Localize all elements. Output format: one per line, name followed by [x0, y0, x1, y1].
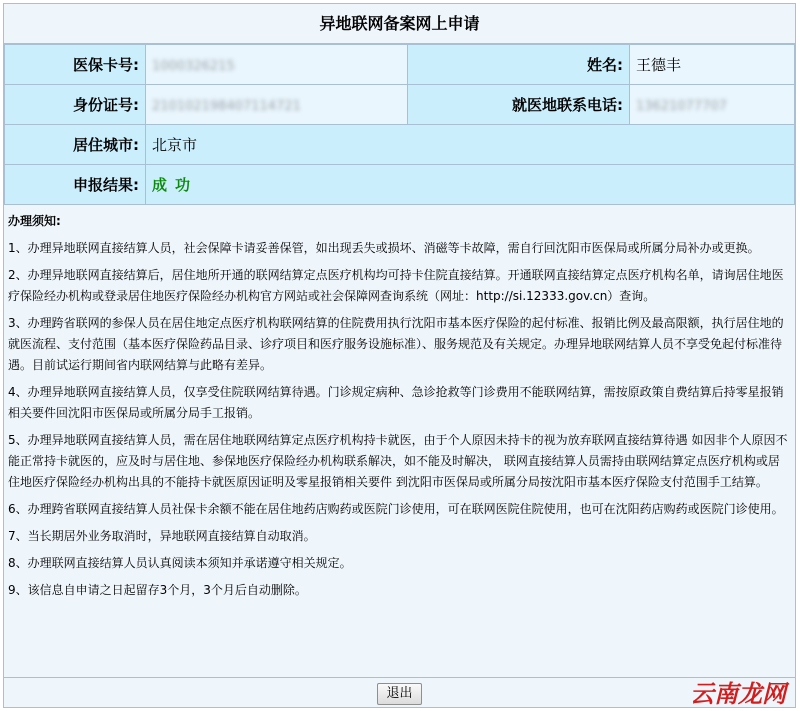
result-value — [146, 165, 795, 205]
instructions-section — [4, 205, 795, 601]
instruction-item: 8、办理联网直接结算人员认真阅读本须知并承诺遵守相关规定。 — [8, 556, 352, 570]
instruction-item: 2、办理异地联网直接结算后，居住地所开通的联网结算定点医疗机构均可持卡住院直接结算。开通联网直接结算定点医疗机构名单，请询居住地医疗保险经办机构或登录居住地医疗保险经办机构官方网站或社会保障网查询系统（网址：http://si.12333.gov.cn）查询。 — [8, 268, 784, 303]
instructions-heading: 办理须知: — [8, 214, 61, 228]
phone-label: 就医地联系电话: — [408, 85, 630, 125]
card-number-label: 医保卡号: — [5, 45, 146, 85]
city-value: 北京市 — [146, 125, 795, 165]
result-status-text: 成功 — [152, 176, 199, 194]
instruction-item: 4、办理异地联网直接结算人员，仅享受住院联网结算待遇。门诊规定病种、急诊抢救等门诊费用不能联网结算，需按原政策自费结算后持零星报销相关要件回沈阳市医保局或所属分局手工报销。 — [8, 385, 784, 420]
instruction-item: 3、办理跨省联网的参保人员在居住地定点医疗机构联网结算的住院费用执行沈阳市基本医疗保险的起付标准、报销比例及最高限额，执行居住地的就医流程、支付范围（基本医疗保险药品目录、诊疗项目和医疗服务设施标准）、服务规范及有关规定。办理异地联网结算人员不享受免起付标准待遇。目前试运行期间省内联网结算与此略有差异。 — [8, 316, 784, 372]
card-number-value: 1000326215 — [146, 45, 408, 85]
instruction-item: 7、当长期居外业务取消时，异地联网直接结算自动取消。 — [8, 529, 316, 543]
applicant-info-table — [4, 44, 795, 205]
city-label: 居住城市: — [5, 125, 146, 165]
id-number-value: 210102198407114721 — [146, 85, 408, 125]
page-title: 异地联网备案网上申请 — [4, 4, 795, 44]
footer-bar — [4, 677, 795, 707]
exit-button[interactable]: 退出 — [377, 683, 421, 705]
instruction-item: 5、办理异地联网直接结算人员，需在居住地联网结算定点医疗机构持卡就医，由于个人原因未持卡的视为放弃联网直接结算待遇 如因非个人原因不能正常持卡就医的，应及时与居住地、参保地医疗保险经办机构联系解决，如不能及时解决， 联网直接结算人员需持由联网结算定点医疗机构或居住地医疗保险经办机构出具的不能持卡就医原因证明及零星报销相关要件 到沈阳市医保局或所属分局按沈阳市基本医疗保险支付范围手工结算。 — [8, 433, 788, 489]
name-value: 王德丰 — [630, 45, 795, 85]
site-watermark: 云南龙网 — [690, 680, 786, 708]
instruction-item: 6、办理跨省联网直接结算人员社保卡余额不能在居住地药店购药或医院门诊使用，可在联网医院住院使用，也可在沈阳药店购药或医院门诊使用。 — [8, 502, 784, 516]
result-label: 申报结果: — [5, 165, 146, 205]
phone-value: 13621077707 — [630, 85, 795, 125]
application-panel — [3, 3, 796, 708]
instruction-item: 1、办理异地联网直接结算人员，社会保障卡请妥善保管，如出现丢失或损坏、消磁等卡故障，需自行回沈阳市医保局或所属分局补办或更换。 — [8, 241, 760, 255]
name-label: 姓名: — [408, 45, 630, 85]
id-number-label: 身份证号: — [5, 85, 146, 125]
instruction-item: 9、该信息自申请之日起留存3个月，3个月后自动删除。 — [8, 583, 307, 597]
